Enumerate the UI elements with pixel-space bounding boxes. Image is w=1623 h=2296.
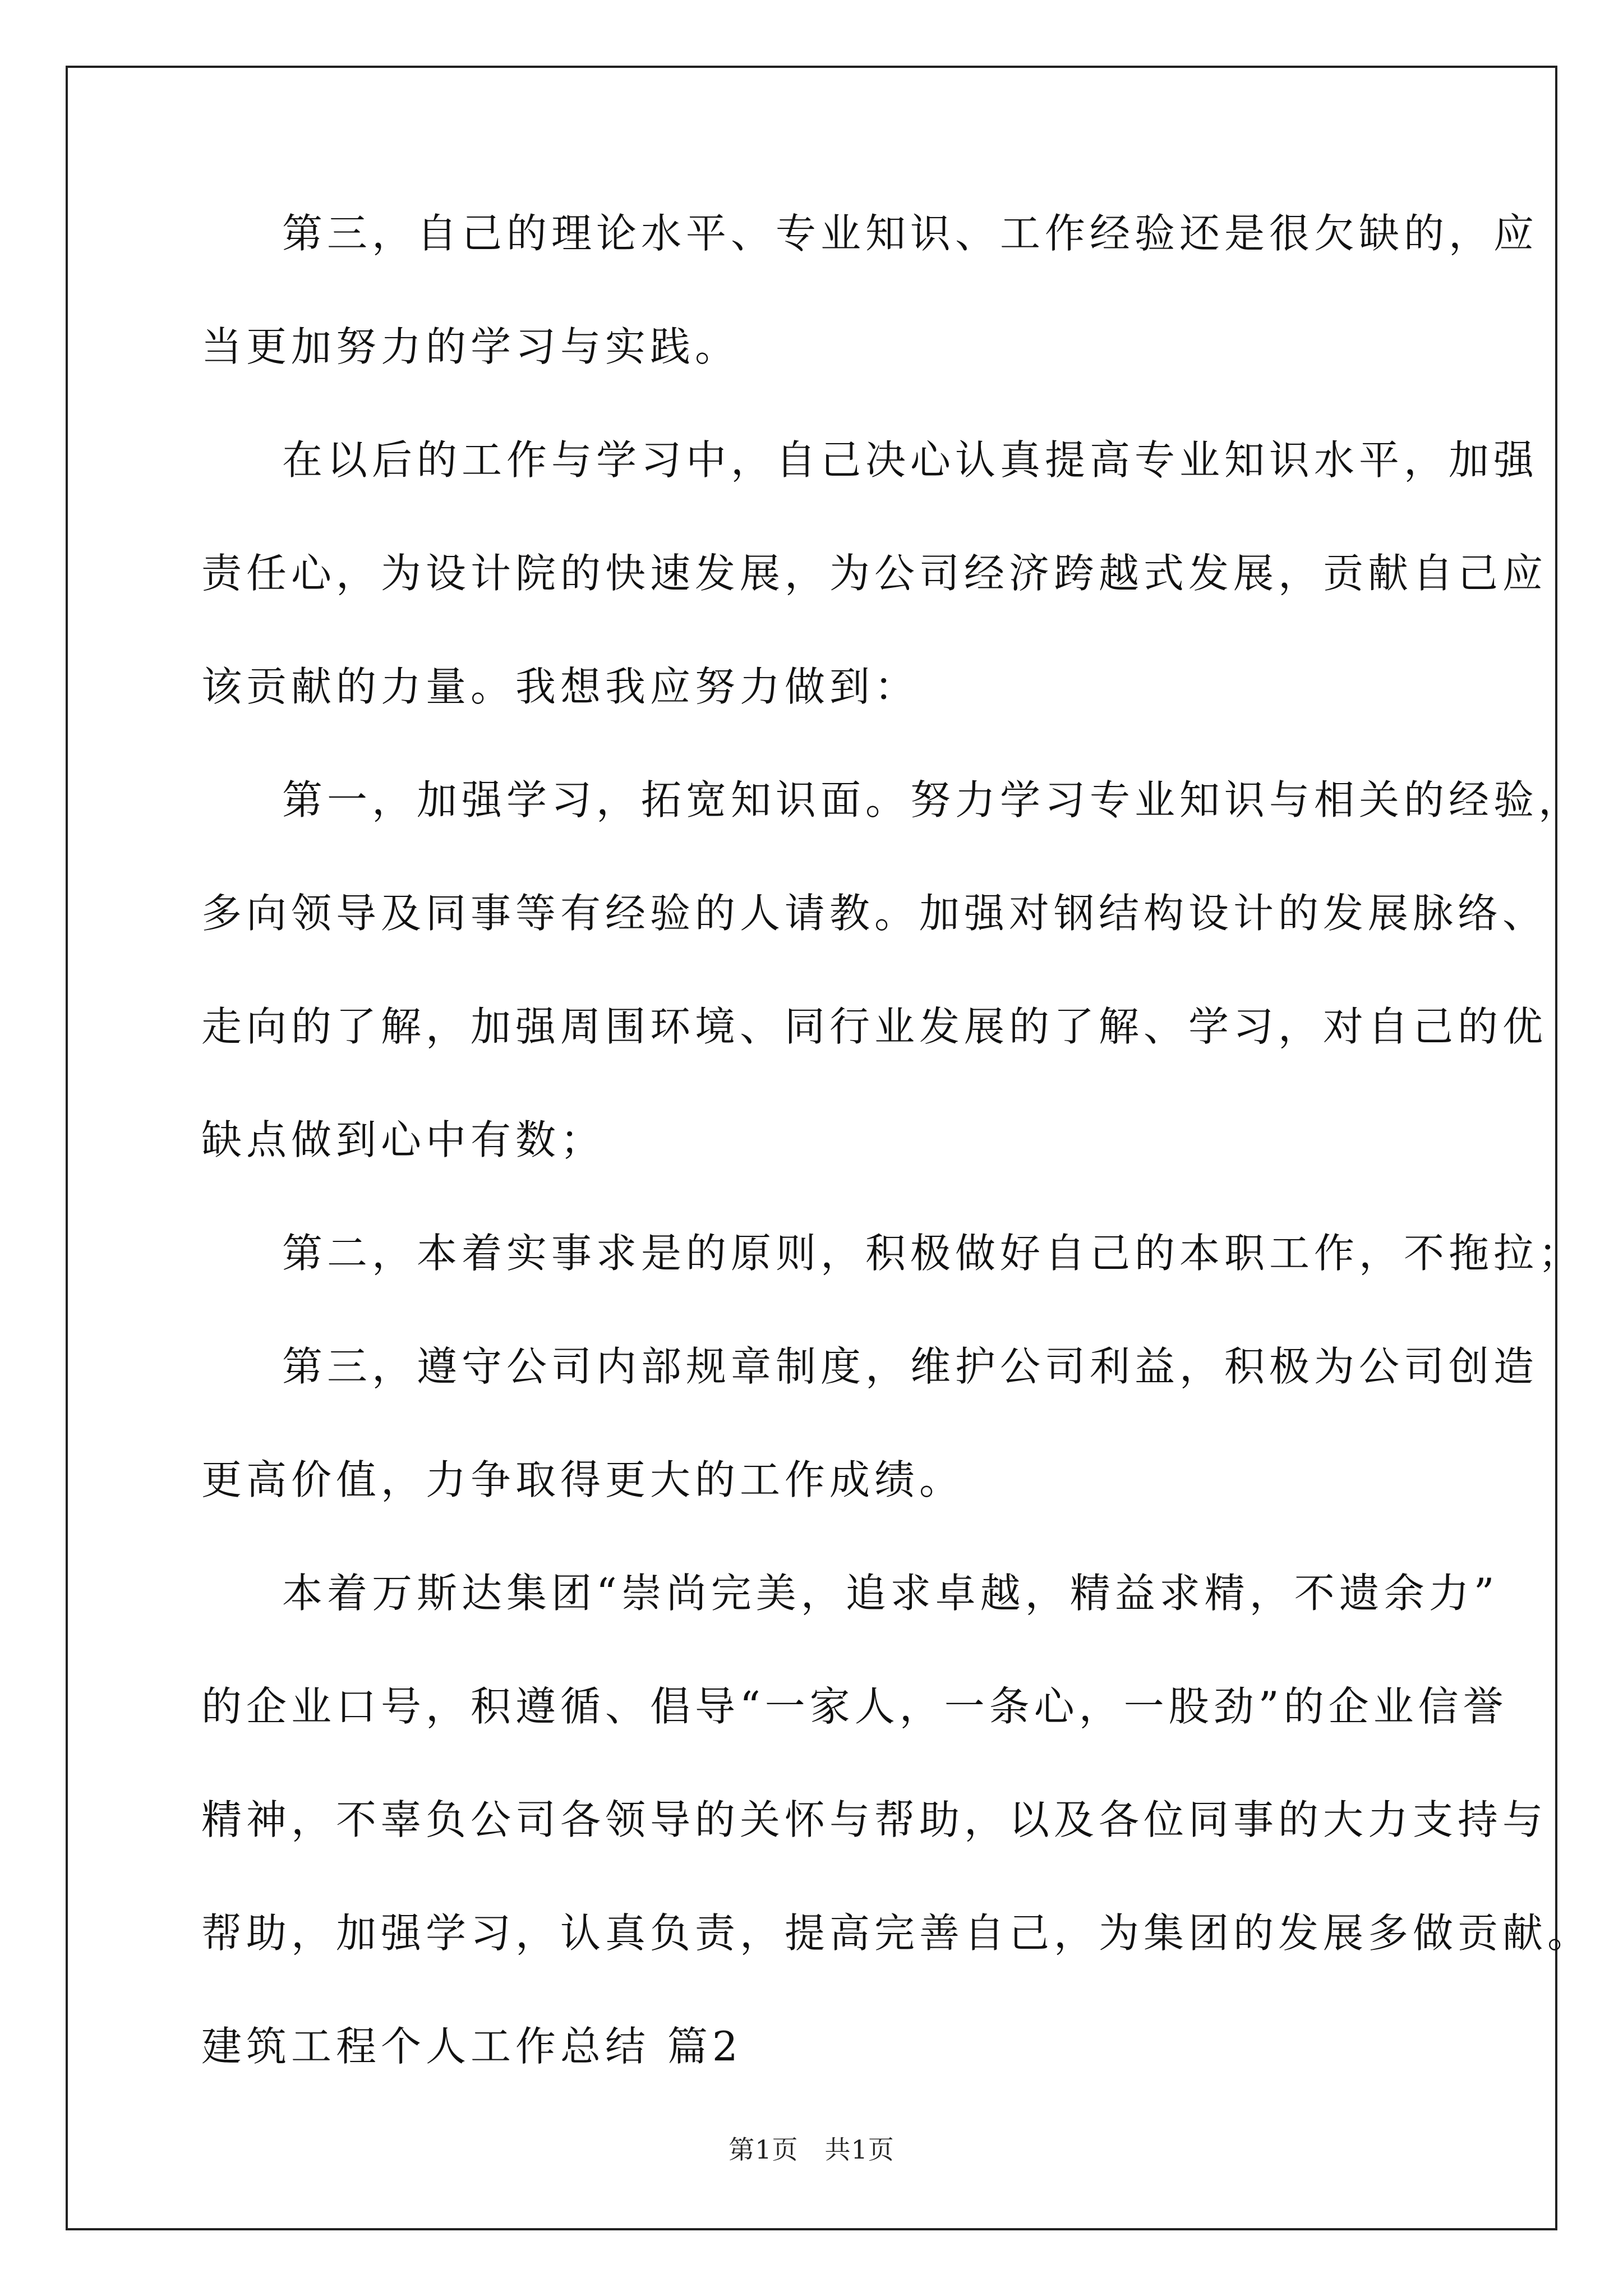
paragraph-line: 更高价值，力争取得更大的工作成绩。 bbox=[201, 1456, 965, 1503]
paragraph-line: 走向的了解，加强周围环境、同行业发展的了解、学习，对自己的优 bbox=[201, 1003, 1548, 1050]
paragraph-line: 多向领导及同事等有经验的人请教。加强对钢结构设计的发展脉络、 bbox=[201, 890, 1548, 937]
paragraph-line: 第三，自己的理论水平、专业知识、工作经验还是很欠缺的，应 bbox=[282, 210, 1539, 257]
paragraph-line: 的企业口号，积遵循、倡导“一家人，一条心，一股劲”的企业信誉 bbox=[201, 1683, 1508, 1730]
paragraph-line: 第三，遵守公司内部规章制度，维护公司利益，积极为公司创造 bbox=[282, 1343, 1539, 1390]
paragraph-line: 第二，本着实事求是的原则，积极做好自己的本职工作，不拖拉； bbox=[282, 1230, 1584, 1277]
paragraph-line: 责任心，为设计院的快速发展，为公司经济跨越式发展，贡献自己应 bbox=[201, 550, 1548, 597]
paragraph-line: 第一，加强学习，拓宽知识面。努力学习专业知识与相关的经验， bbox=[282, 776, 1584, 823]
paragraph-line: 在以后的工作与学习中，自己决心认真提高专业知识水平，加强 bbox=[282, 436, 1539, 484]
section-heading: 建筑工程个人工作总结 篇2 bbox=[201, 2023, 743, 2070]
paragraph-line: 缺点做到心中有数； bbox=[201, 1116, 606, 1163]
paragraph-line: 该贡献的力量。我想我应努力做到： bbox=[201, 663, 920, 710]
paragraph-line: 精神，不辜负公司各领导的关怀与帮助，以及各位同事的大力支持与 bbox=[201, 1796, 1548, 1843]
paragraph-line: 本着万斯达集团“崇尚完美，追求卓越，精益求精，不遗余力” bbox=[282, 1570, 1499, 1617]
paragraph-line: 帮助，加强学习，认真负责，提高完善自己，为集团的发展多做贡献。 bbox=[201, 1910, 1593, 1957]
document-body bbox=[201, 210, 1593, 2139]
paragraph-line: 当更加努力的学习与实践。 bbox=[201, 323, 740, 370]
page-number-footer: 第1页 共1页 bbox=[728, 2134, 895, 2165]
